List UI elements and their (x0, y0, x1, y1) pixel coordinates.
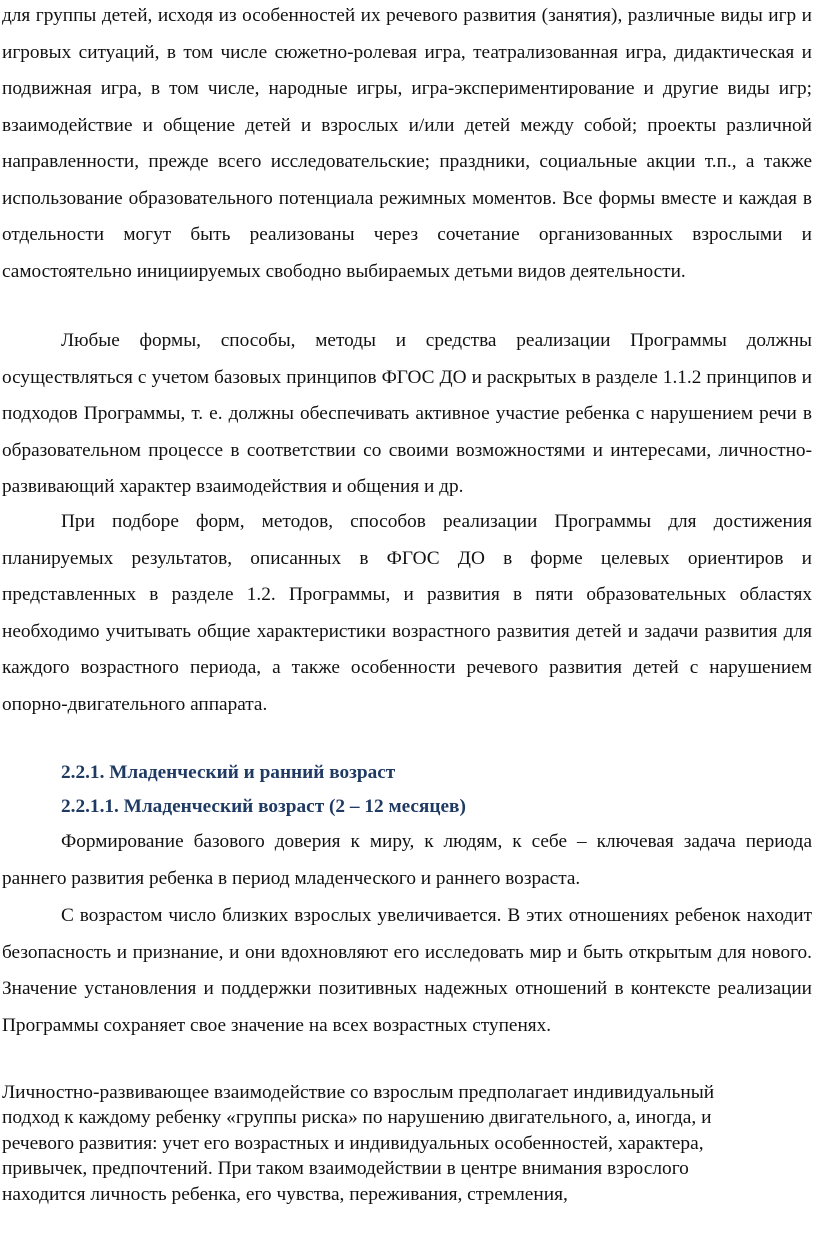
subsection-heading-infancy: 2.2.1.1. Младенческий возраст (2 – 12 месяцев) (61, 796, 466, 817)
paragraph-forms-and-methods: Любые формы, способы, методы и средства реализации Программы должны осуществляться с учетом базовых принципов ФГОС ДО и раскрытых в разделе 1.1.2 принципов и подходов Программы, т. е. должны обеспечивать активное участие ребенка с нарушением речи в образовательном процессе в соответствии со своими возможностями и интересами, личностно-развивающий характер взаимодействия и общения и др. (2, 330, 812, 497)
paragraph-forms-of-activity: для группы детей, исходя из особенностей их речевого развития (занятия), различные виды игр и игровых ситуаций, в том числе сюжетно-ролевая игра, театрализованная игра, дидактическая и подвижная игра, в том числе, народные игры, игра-экспериментирование и другие виды игр; взаимодействие и общение детей и взрослых и/или детей между собой; проекты различной направленности, прежде всего исследовательские; праздники, социальные акции т.п., а также использование образовательного потенциала режимных моментов. Все формы вместе и каждая в отдельности могут быть реализованы через сочетание организованных взрослыми и самостоятельно инициируемых свободно выбираемых детьми видов деятельности. (2, 5, 812, 282)
paragraph-close-adults: С возрастом число близких взрослых увеличивается. В этих отношениях ребенок находит безопасность и признание, и они вдохновляют его исследовать мир и быть открытым для нового. Значение установления и поддержки позитивных надежных отношений в контексте реализации Программы сохраняет свое значение на всех возрастных ступенях. (2, 905, 812, 1036)
paragraph-personal-interaction (2, 1080, 802, 1207)
paragraph-selection-of-forms: При подборе форм, методов, способов реализации Программы для достижения планируемых результатов, описанных в ФГОС ДО в форме целевых ориентиров и представленных в разделе 1.2. Программы, и развития в пяти образовательных областях необходимо учитывать общие характеристики возрастного развития детей и задачи развития для каждого возрастного периода, а также особенности речевого развития детей с нарушением опорно-двигательного аппарата. (2, 511, 812, 715)
section-heading-infancy-and-early-age: 2.2.1. Младенческий и ранний возраст (61, 762, 396, 783)
text-line: привычек, предпочтений. При таком взаимодействии в центре внимания взрослого (2, 1158, 689, 1180)
text-line: находится личность ребенка, его чувства, переживания, стремления, (2, 1183, 568, 1205)
text-line: речевого развития: учет его возрастных и индивидуальных особенностей, характера, (2, 1132, 704, 1154)
text-line: Личностно-развивающее взаимодействие со взрослым предполагает индивидуальный (2, 1082, 715, 1103)
paragraph-basic-trust: Формирование базового доверия к миру, к людям, к себе – ключевая задача периода раннего развития ребенка в период младенческого и раннего возраста. (2, 831, 812, 889)
text-line: подход к каждому ребенку «группы риска» по нарушению двигательного, а, иногда, и (2, 1107, 712, 1129)
